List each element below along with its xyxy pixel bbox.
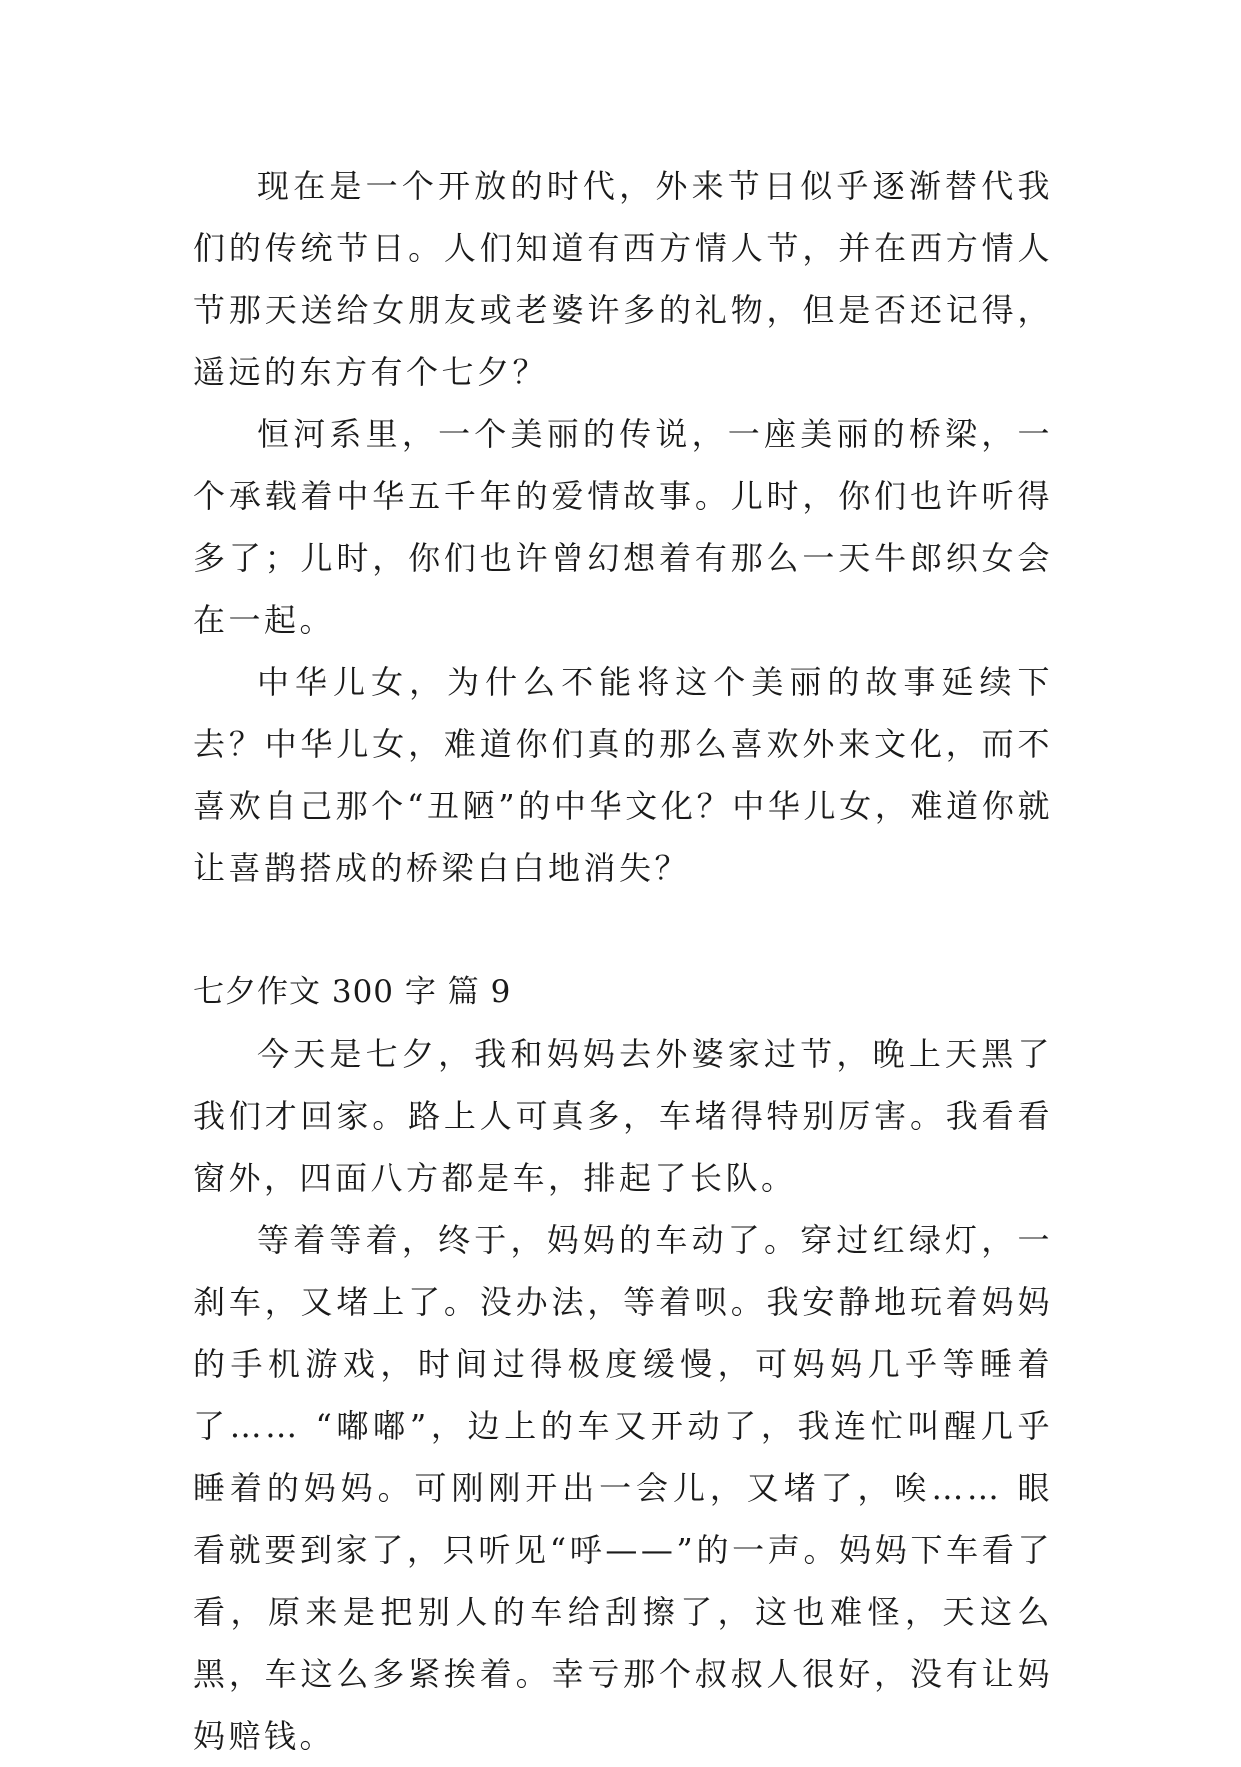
essay-section-9	[193, 961, 1053, 1767]
essay-section-previous	[193, 155, 1053, 899]
document-page	[193, 155, 1053, 1767]
essay-heading: 七夕作文 300 字 篇 9	[193, 974, 512, 1010]
paragraph: 恒河系里，一个美丽的传说，一座美丽的桥梁，一个承载着中华五千年的爱情故事。儿时，你们也许听得多了；儿时，你们也许曾幻想着有那么一天牛郎织女会在一起。	[193, 415, 1053, 639]
paragraph: 中华儿女，为什么不能将这个美丽的故事延续下去？中华儿女，难道你们真的那么喜欢外来文化，而不喜欢自己那个“丑陋”的中华文化？中华儿女，难道你就让喜鹊搭成的桥梁白白地消失？	[193, 663, 1053, 887]
paragraph: 等着等着，终于，妈妈的车动了。穿过红绿灯，一刹车，又堵上了。没办法，等着呗。我安静地玩着妈妈的手机游戏，时间过得极度缓慢，可妈妈几乎等睡着了…… “嘟嘟”，边上的车又开动了，我连忙叫醒几乎睡着的妈妈。可刚刚开出一会儿，又堵了，唉…… 眼看就要到家了，只听见“呼——”的一声。妈妈下车看了看，原来是把别人的车给刮擦了，这也难怪，天这么黑，车这么多紧挨着。幸亏那个叔叔人很好，没有让妈妈赔钱。	[193, 1221, 1053, 1755]
paragraph: 今天是七夕，我和妈妈去外婆家过节，晚上天黑了我们才回家。路上人可真多，车堵得特别厉害。我看看窗外，四面八方都是车，排起了长队。	[193, 1035, 1053, 1197]
section-spacer	[193, 899, 1053, 961]
paragraph: 现在是一个开放的时代，外来节日似乎逐渐替代我们的传统节日。人们知道有西方情人节，并在西方情人节那天送给女朋友或老婆许多的礼物，但是否还记得，遥远的东方有个七夕？	[193, 167, 1053, 391]
